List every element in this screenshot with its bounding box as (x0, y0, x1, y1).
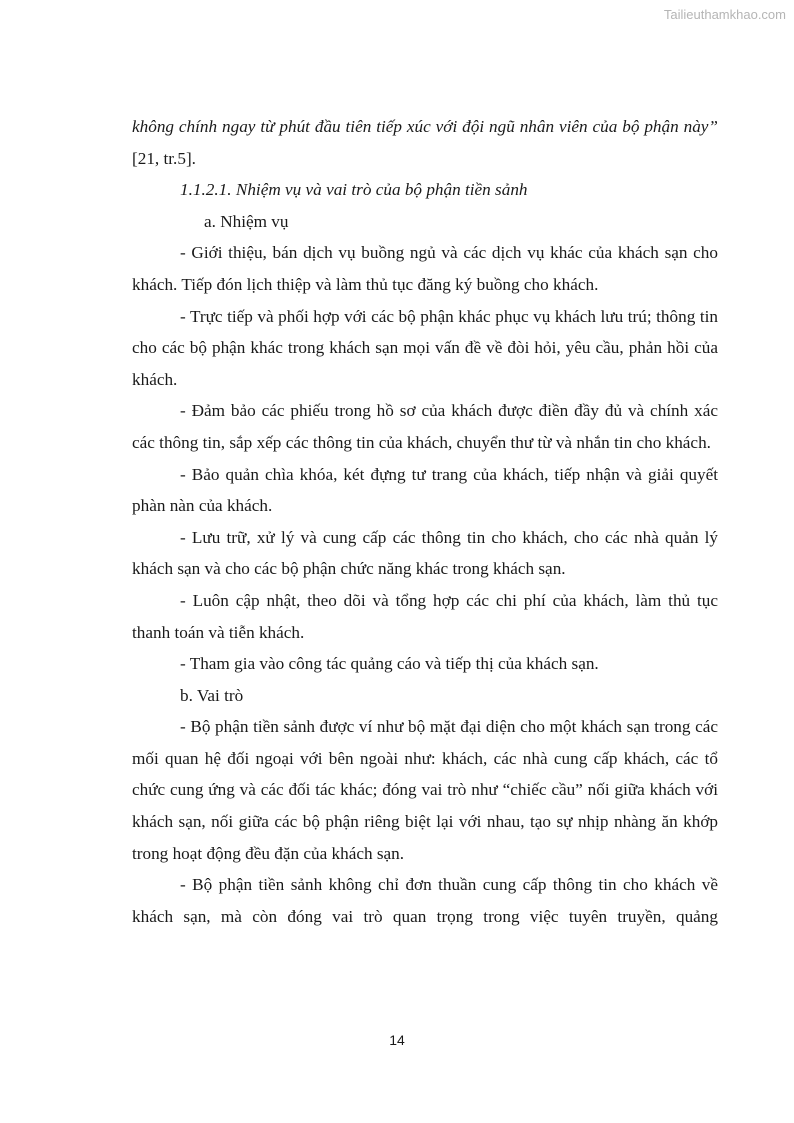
duty-paragraph: - Tham gia vào công tác quảng cáo và tiếp thị của khách sạn. (180, 654, 599, 674)
subheading-duties: a. Nhiệm vụ (204, 211, 289, 231)
duty-paragraph: - Lưu trữ, xử lý và cung cấp các thông tin cho khách, cho các nhà quản lý khách sạn và cho các bộ phận chức năng khác trong khách sạn. (132, 527, 718, 579)
quote-ending (132, 111, 718, 174)
duty-paragraph: - Giới thiệu, bán dịch vụ buồng ngủ và các dịch vụ khác của khách sạn cho khách. Tiếp đón lịch thiệp và làm thủ tục đăng ký buồng cho khách. (132, 243, 718, 294)
quote-text: không chính ngay từ phút đầu tiên tiếp xúc với đội ngũ nhân viên của bộ phận này” (132, 117, 718, 136)
role-paragraph: - Bộ phận tiền sảnh không chỉ đơn thuần cung cấp thông tin cho khách về khách sạn, mà còn đóng vai trò quan trọng trong việc tuyên truyền, quảng (132, 875, 718, 926)
duty-paragraph: - Luôn cập nhật, theo dõi và tổng hợp các chi phí của khách, làm thủ tục thanh toán và tiễn khách. (132, 590, 718, 642)
page-body (132, 111, 718, 964)
duty-paragraph: - Bảo quản chìa khóa, két đựng tư trang của khách, tiếp nhận và giải quyết phàn nàn của khách. (132, 464, 718, 516)
duty-paragraph: - Trực tiếp và phối hợp với các bộ phận khác phục vụ khách lưu trú; thông tin cho các bộ phận khác trong khách sạn mọi vấn đề về đòi hỏi, yêu cầu, phản hồi của khách. (132, 306, 718, 389)
page-number: 14 (389, 1032, 405, 1048)
section-heading: 1.1.2.1. Nhiệm vụ và vai trò của bộ phận tiền sảnh (180, 180, 528, 200)
watermark: Tailieuthamkhao.com (663, 7, 786, 22)
duty-paragraph: - Đảm bảo các phiếu trong hồ sơ của khách được điền đầy đủ và chính xác các thông tin, sắp xếp các thông tin của khách, chuyển thư từ và nhắn tin cho khách. (132, 401, 718, 452)
role-paragraph: - Bộ phận tiền sảnh được ví như bộ mặt đại diện cho một khách sạn trong các mối quan hệ đối ngoại với bên ngoài như: khách, các nhà cung cấp khách, các tổ chức cung ứng và các đối tác khác; đóng vai trò như “chiếc cầu” nối giữa khách với khách sạn, nối giữa các bộ phận riêng biệt lại với nhau, tạo sự nhịp nhàng ăn khớp trong hoạt động đều đặn của khách sạn. (132, 717, 718, 863)
quote-citation: [21, tr.5]. (132, 148, 196, 168)
subheading-roles: b. Vai trò (180, 685, 244, 705)
